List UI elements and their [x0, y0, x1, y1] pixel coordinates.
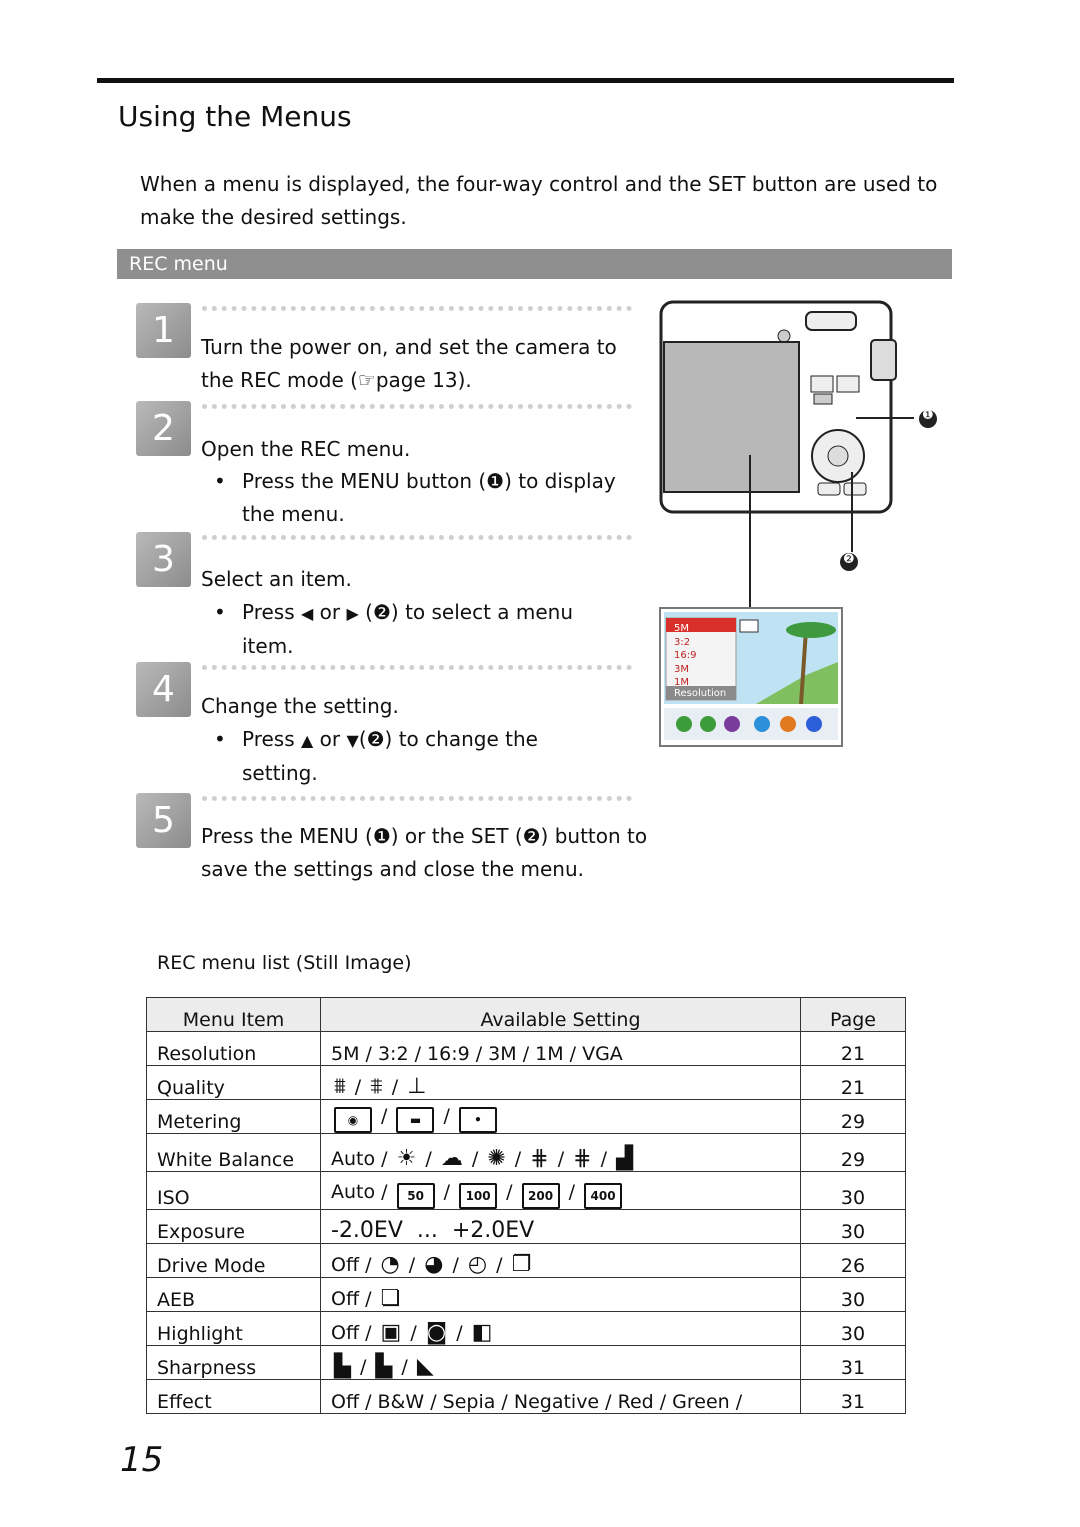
rec-menu-table: [146, 997, 906, 1414]
center-weighted-metering-icon: ◉: [334, 1107, 372, 1133]
row-page: 29: [801, 1100, 906, 1134]
row-page: 31: [801, 1380, 906, 1414]
iso-400-icon: 400: [584, 1183, 622, 1209]
callout-2-label: ❷: [843, 552, 855, 567]
lcd-menu-item: 16:9: [674, 650, 697, 661]
step-4-heading: Change the setting.: [201, 694, 399, 718]
callout-1-label: ❶: [922, 408, 934, 423]
header-available-setting: Available Setting: [321, 998, 801, 1032]
row-item: White Balance: [147, 1134, 321, 1172]
exposure-settings: -2.0EV ... +2.0EV: [321, 1210, 801, 1244]
bullet-dot: •: [214, 600, 226, 624]
highlight-off-label: Off: [331, 1322, 360, 1344]
table-row: [147, 1346, 906, 1380]
step-2-bullet: [214, 465, 622, 531]
effect-settings: Off / B&W / Sepia / Negative / Red / Green /: [321, 1380, 801, 1414]
burst-icon: ❐: [511, 1252, 532, 1277]
table-row: [147, 1380, 906, 1414]
fluorescent-l-icon: ⋕: [573, 1146, 592, 1171]
highlight-side-icon: ◧: [471, 1320, 493, 1345]
left-arrow-icon: ◀: [301, 604, 314, 623]
highlight-frame-icon: ▣: [380, 1320, 402, 1345]
right-arrow-icon: ▶: [346, 604, 359, 623]
page-title: Using the Menus: [118, 100, 352, 133]
step-1-line2-start: the REC mode (: [201, 368, 358, 392]
header-menu-item: Menu Item: [147, 998, 321, 1032]
row-page: 30: [801, 1312, 906, 1346]
table-row: [147, 1244, 906, 1278]
self-timer-2s-icon: ◔: [380, 1252, 400, 1277]
row-item: Resolution: [147, 1032, 321, 1066]
step-1-line2-end: page 13).: [375, 368, 472, 392]
iso-100-icon: 100: [459, 1183, 497, 1209]
step-4-or: or: [319, 727, 341, 751]
header-page: Page: [801, 998, 906, 1032]
table-row: [147, 1032, 906, 1066]
row-item: Effect: [147, 1380, 321, 1414]
lcd-menu-item: 5M: [674, 623, 689, 634]
step-1-line1: Turn the power on, and set the camera to: [201, 335, 617, 359]
up-arrow-icon: ▲: [301, 731, 314, 750]
aeb-settings: Off / ❏: [321, 1278, 801, 1312]
metering-settings: ◉ / ▬ / •: [321, 1100, 801, 1134]
step-2-bullet-text: Press the MENU button (❶) to display the menu.: [242, 469, 616, 526]
table-header-row: [147, 998, 906, 1032]
sharpness-hard-icon: ▙: [334, 1354, 351, 1379]
white-balance-settings: Auto / ☀ / ☁ / ✺ / ⋕ / ⋕ / ▟: [321, 1134, 801, 1172]
row-page: 31: [801, 1346, 906, 1380]
table-row: [147, 1312, 906, 1346]
row-page: 21: [801, 1066, 906, 1100]
step-3-heading: Select an item.: [201, 567, 352, 591]
row-page: 21: [801, 1032, 906, 1066]
table-row: [147, 1172, 906, 1210]
row-item: Exposure: [147, 1210, 321, 1244]
super-fine-quality-icon: ⩩: [334, 1074, 346, 1099]
table-row: [147, 1210, 906, 1244]
tungsten-icon: ✺: [487, 1146, 506, 1171]
down-arrow-icon: ▼: [346, 731, 359, 750]
self-timer-10s-icon: ◕: [424, 1252, 444, 1277]
step-3-or: or: [319, 600, 341, 624]
sharpness-normal-icon: ▙: [375, 1354, 393, 1379]
drive-off-label: Off: [331, 1254, 360, 1276]
table-row: [147, 1278, 906, 1312]
menu-list-title: REC menu list (Still Image): [157, 952, 412, 974]
step-2-heading: Open the REC menu.: [201, 437, 411, 461]
wb-auto-label: Auto: [331, 1148, 376, 1170]
normal-quality-icon: ⊥: [407, 1074, 427, 1099]
lcd-menu-label: Resolution: [674, 688, 727, 699]
step-divider: [202, 535, 632, 544]
step-5-line2: save the settings and close the menu.: [201, 857, 584, 881]
lcd-menu-item: 3M: [674, 663, 689, 675]
aeb-icon: ❏: [380, 1286, 401, 1311]
average-metering-icon: ▬: [396, 1107, 434, 1133]
row-page: 30: [801, 1278, 906, 1312]
row-page: 30: [801, 1172, 906, 1210]
iso-200-icon: 200: [522, 1183, 560, 1209]
row-item: Highlight: [147, 1312, 321, 1346]
step-divider: [202, 796, 632, 805]
lcd-menu-item: 3:2: [674, 636, 691, 648]
spot-metering-icon: •: [459, 1107, 497, 1133]
page-number: 15: [120, 1440, 164, 1480]
sharpness-settings: ▙ / ▙ / ◣: [321, 1346, 801, 1380]
step-number: 3: [136, 532, 191, 587]
step-divider: [202, 306, 632, 315]
aeb-off-label: Off: [331, 1288, 360, 1310]
custom-wb-icon: ▟: [616, 1146, 633, 1171]
step-number: 2: [136, 401, 191, 456]
row-item: Sharpness: [147, 1346, 321, 1380]
highlight-portrait-icon: ◙: [425, 1320, 448, 1345]
step-1-line2: [201, 364, 472, 397]
pointing-hand-icon: ☞: [357, 368, 376, 392]
iso-50-icon: 50: [397, 1183, 435, 1209]
step-number: 1: [136, 303, 191, 358]
iso-auto-label: Auto: [331, 1181, 376, 1203]
row-page: 29: [801, 1134, 906, 1172]
bullet-dot: •: [214, 469, 226, 493]
row-item: AEB: [147, 1278, 321, 1312]
step-number: 4: [136, 662, 191, 717]
row-page: 30: [801, 1210, 906, 1244]
intro-paragraph: When a menu is displayed, the four-way control and the SET button are used to make the desired settings.: [140, 172, 938, 229]
iso-settings: Auto / 50 / 100 / 200 / 400: [321, 1172, 801, 1210]
highlight-settings: Off / ▣ / ◙ / ◧: [321, 1312, 801, 1346]
table-row: [147, 1066, 906, 1100]
row-item: Quality: [147, 1066, 321, 1100]
step-4-bullet: [214, 723, 612, 790]
lcd-menu-item: 1M: [674, 677, 689, 688]
fluorescent-h-icon: ⋕: [530, 1146, 549, 1171]
lcd-menu-items: [674, 622, 696, 690]
step-3-press: Press: [242, 600, 295, 624]
step-number: 5: [136, 793, 191, 848]
camera-illustration: [656, 290, 946, 760]
drive-mode-settings: Off / ◔ / ◕ / ◴ / ❐: [321, 1244, 801, 1278]
step-3-rest: (❷) to select a menu item.: [242, 600, 574, 658]
daylight-icon: ☀: [396, 1146, 417, 1171]
double-timer-icon: ◴: [467, 1252, 488, 1277]
table-row: [147, 1100, 906, 1134]
section-bar: [117, 249, 952, 279]
cloudy-icon: ☁: [440, 1146, 463, 1171]
step-5-line1: Press the MENU (❶) or the SET (❷) button to: [201, 824, 648, 848]
sharpness-soft-icon: ◣: [416, 1354, 434, 1379]
step-divider: [202, 404, 632, 413]
step-3-bullet: [214, 596, 612, 663]
table-row: [147, 1134, 906, 1172]
top-rule: [97, 78, 954, 83]
row-item: Metering: [147, 1100, 321, 1134]
row-item: Drive Mode: [147, 1244, 321, 1278]
step-divider: [202, 665, 632, 674]
bullet-dot: •: [214, 727, 226, 751]
step-4-rest: (❷) to change the setting.: [242, 727, 538, 785]
step-4-press: Press: [242, 727, 295, 751]
quality-settings: ⩩ / ⩨ / ⊥: [321, 1066, 801, 1100]
section-bar-label: REC menu: [129, 253, 228, 275]
row-item: ISO: [147, 1172, 321, 1210]
resolution-settings: 5M / 3:2 / 16:9 / 3M / 1M / VGA: [321, 1032, 801, 1066]
fine-quality-icon: ⩨: [370, 1074, 383, 1099]
row-page: 26: [801, 1244, 906, 1278]
